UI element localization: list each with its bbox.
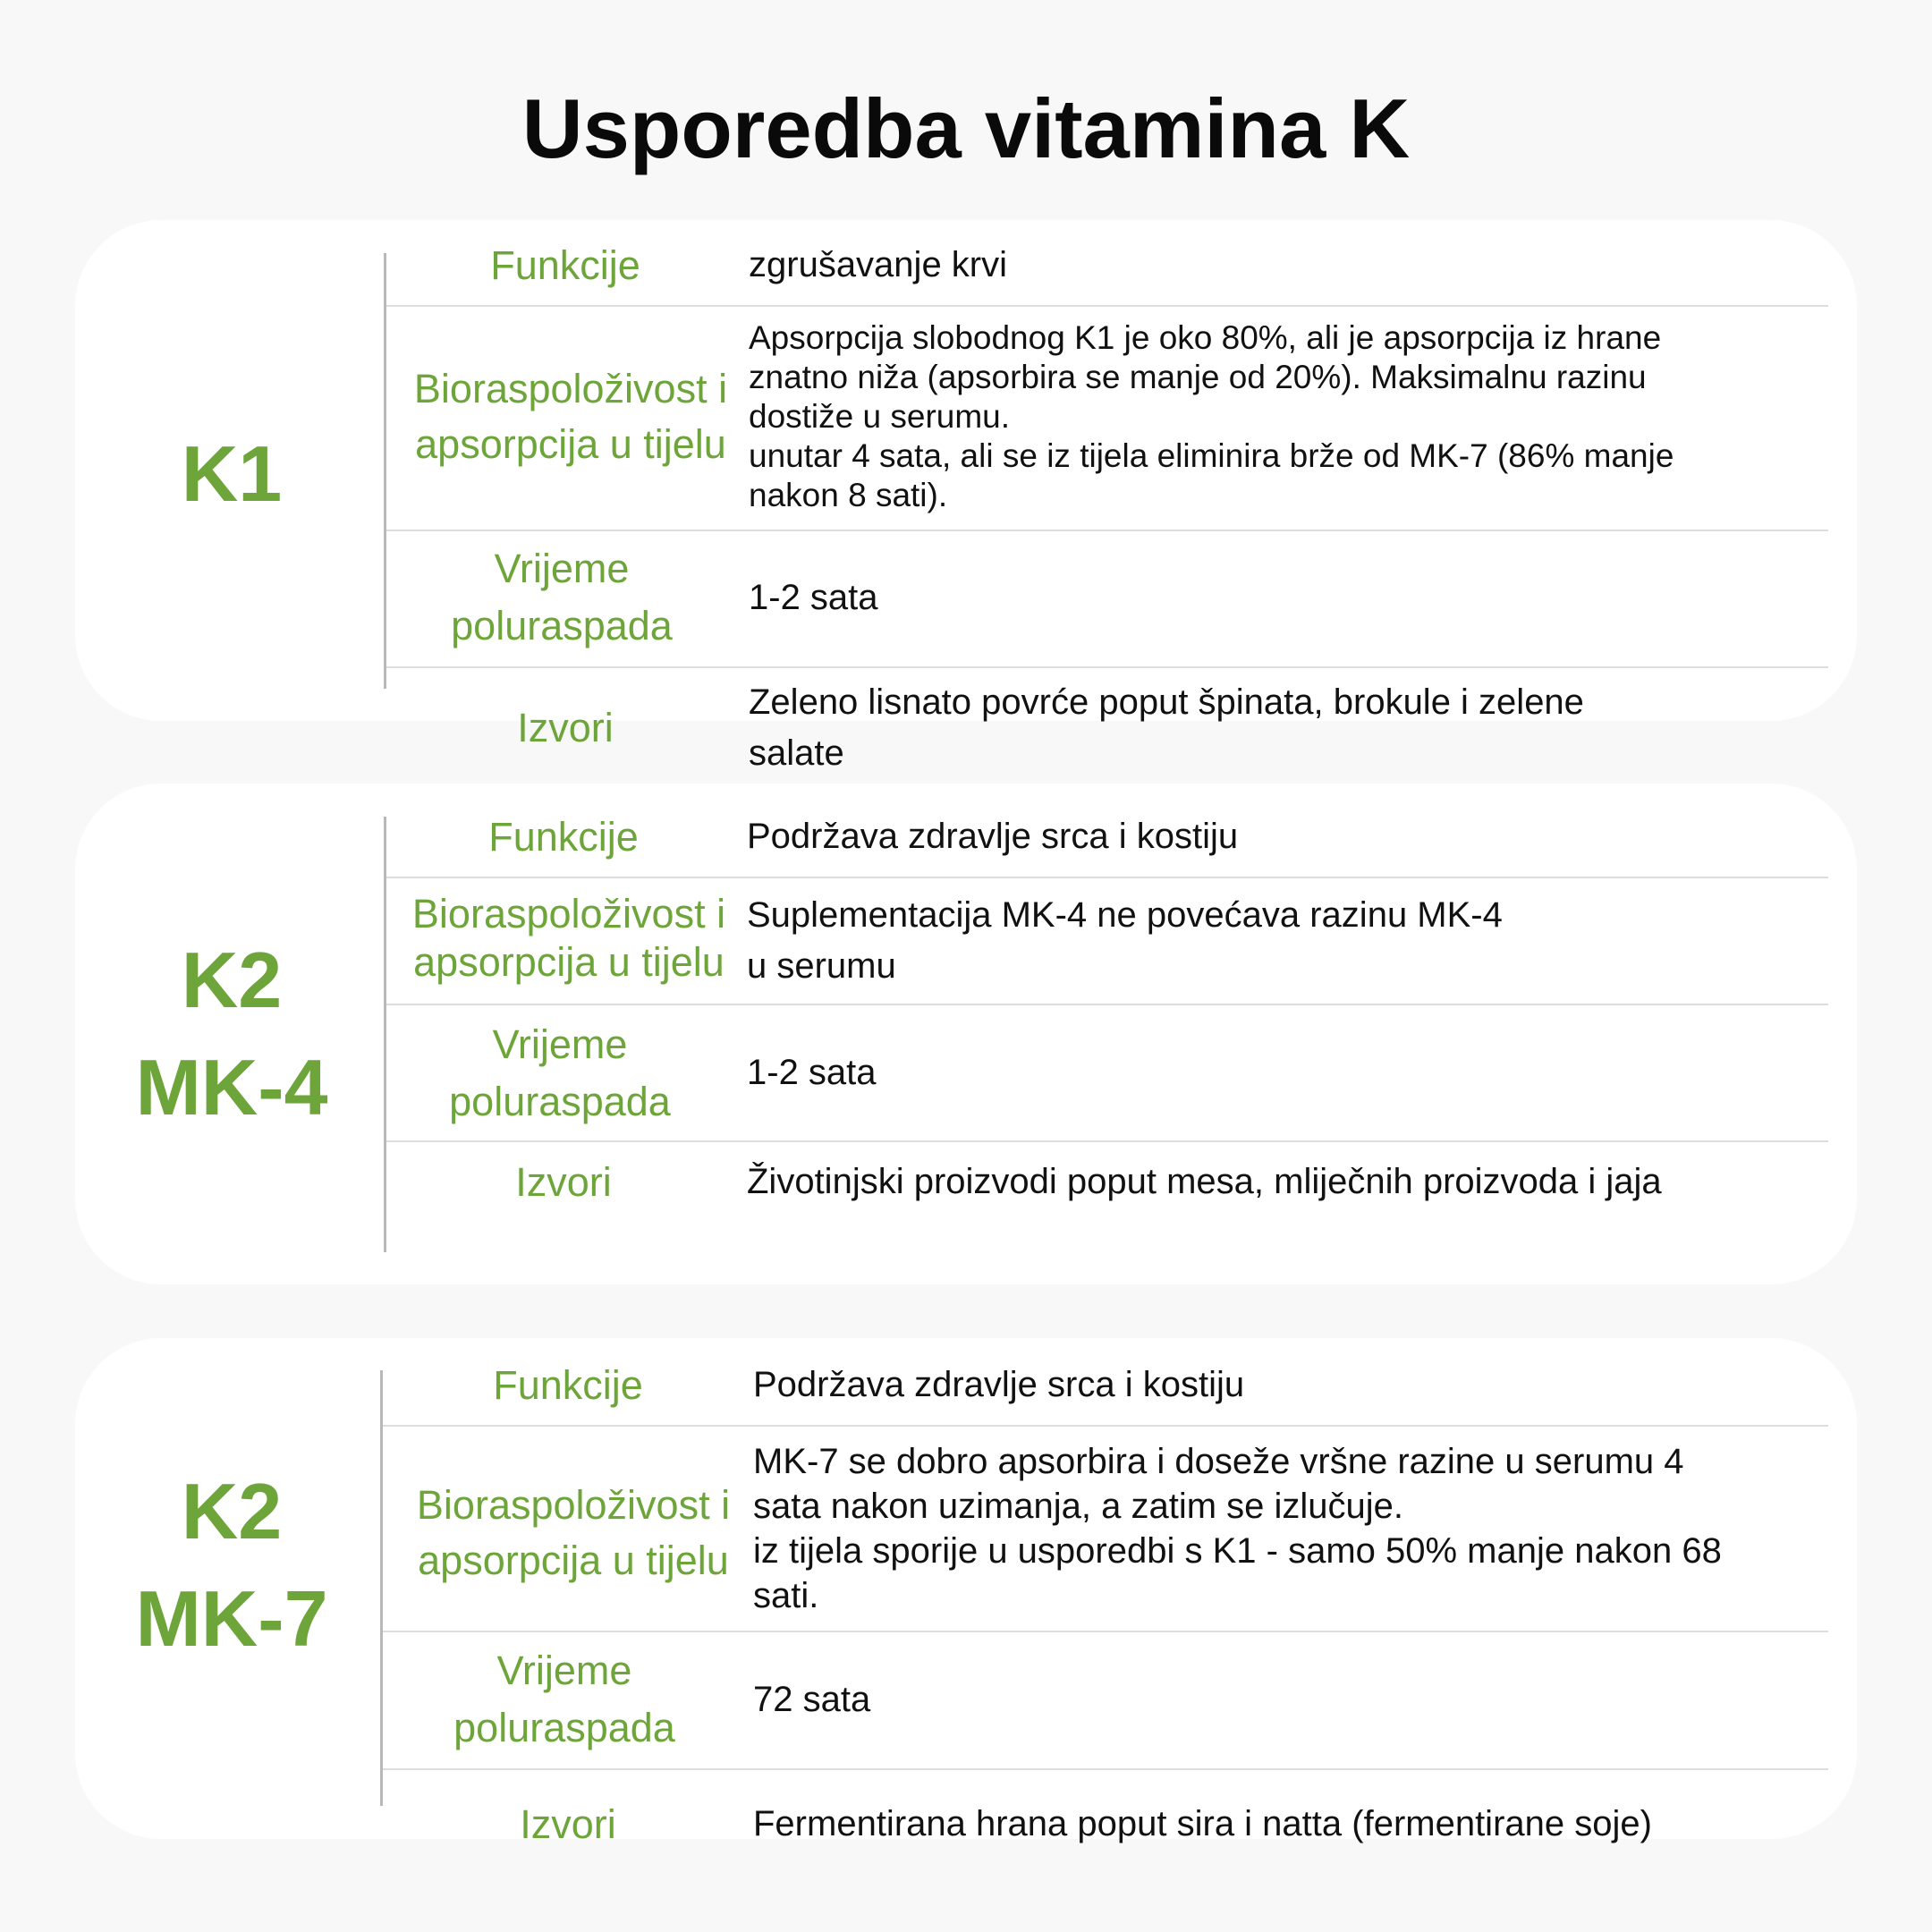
row-divider-mk4-2: [386, 1004, 1828, 1005]
row-divider-k1-3: [386, 666, 1828, 668]
label-functions-k1: Funkcije: [490, 242, 640, 288]
label-sources-mk7: Izvori: [520, 1801, 616, 1847]
vitamin-name-mk7: K2 MK-7: [135, 1467, 328, 1663]
label-functions-mk4: Funkcije: [488, 814, 639, 860]
label-half-life-k1: Vrijeme poluraspada: [451, 546, 673, 648]
divider-vertical-mk7: [380, 1370, 383, 1806]
value-sources-mk4: Životinjski proizvodi poput mesa, mliječnih proizvoda i jaja: [747, 1162, 1662, 1201]
value-functions-mk7: Podržava zdravlje srca i kostiju: [753, 1365, 1245, 1404]
vitamin-name-mk4: K2 MK-4: [135, 936, 328, 1131]
value-functions-mk4: Podržava zdravlje srca i kostiju: [747, 817, 1239, 856]
value-half-life-mk4: 1-2 sata: [747, 1053, 877, 1092]
label-half-life-mk4: Vrijeme poluraspada: [449, 1021, 671, 1124]
page-title: Usporedba vitamina K: [521, 81, 1411, 175]
label-functions-mk7: Funkcije: [493, 1362, 643, 1408]
label-sources-mk4: Izvori: [515, 1159, 612, 1205]
value-sources-k1: Zeleno lisnato povrće poput špinata, brokule i zelene salate: [749, 682, 1584, 773]
label-sources-k1: Izvori: [517, 705, 614, 750]
value-bioavailability-mk7: MK-7 se dobro apsorbira i doseže vršne razine u serumu 4 sata nakon uzimanja, a zatim se izlučuje. iz tijela sporije u usporedbi s K1 - samo 50% manje nakon 68 sati.: [753, 1442, 1722, 1615]
label-half-life-mk7: Vrijeme poluraspada: [453, 1648, 675, 1750]
vitamin-name-k1: K1: [181, 429, 283, 518]
value-half-life-k1: 1-2 sata: [749, 578, 878, 617]
label-bioavailability-mk4: Bioraspoloživost i apsorpcija u tijelu: [411, 891, 726, 985]
label-bioavailability-mk7: Bioraspoloživost i apsorpcija u tijelu: [416, 1482, 731, 1583]
label-bioavailability-k1: Bioraspoloživost i apsorpcija u tijelu: [413, 366, 728, 467]
value-bioavailability-k1: Apsorpcija slobodnog K1 je oko 80%, ali je apsorpcija iz hrane znatno niža (apsorbira se manje od 20%). Maksimalnu razinu dostiže u serumu. unutar 4 sata, ali se iz tijela eliminira brže od MK-7 (86% manje nakon 8 sati).: [749, 319, 1674, 513]
value-half-life-mk7: 72 sata: [753, 1680, 871, 1719]
row-divider-k1-2: [386, 530, 1828, 531]
row-divider-mk7-3: [383, 1768, 1828, 1770]
row-divider-mk4-3: [386, 1140, 1828, 1142]
row-divider-mk7-2: [383, 1631, 1828, 1632]
row-divider-mk7-1: [383, 1425, 1828, 1427]
value-functions-k1: zgrušavanje krvi: [749, 245, 1008, 284]
row-divider-k1-1: [386, 305, 1828, 307]
value-sources-mk7: Fermentirana hrana poput sira i natta (fermentirane soje): [753, 1804, 1652, 1843]
value-bioavailability-mk4: Suplementacija MK-4 ne povećava razinu MK-4 u serumu: [747, 895, 1503, 986]
row-divider-mk4-1: [386, 877, 1828, 878]
